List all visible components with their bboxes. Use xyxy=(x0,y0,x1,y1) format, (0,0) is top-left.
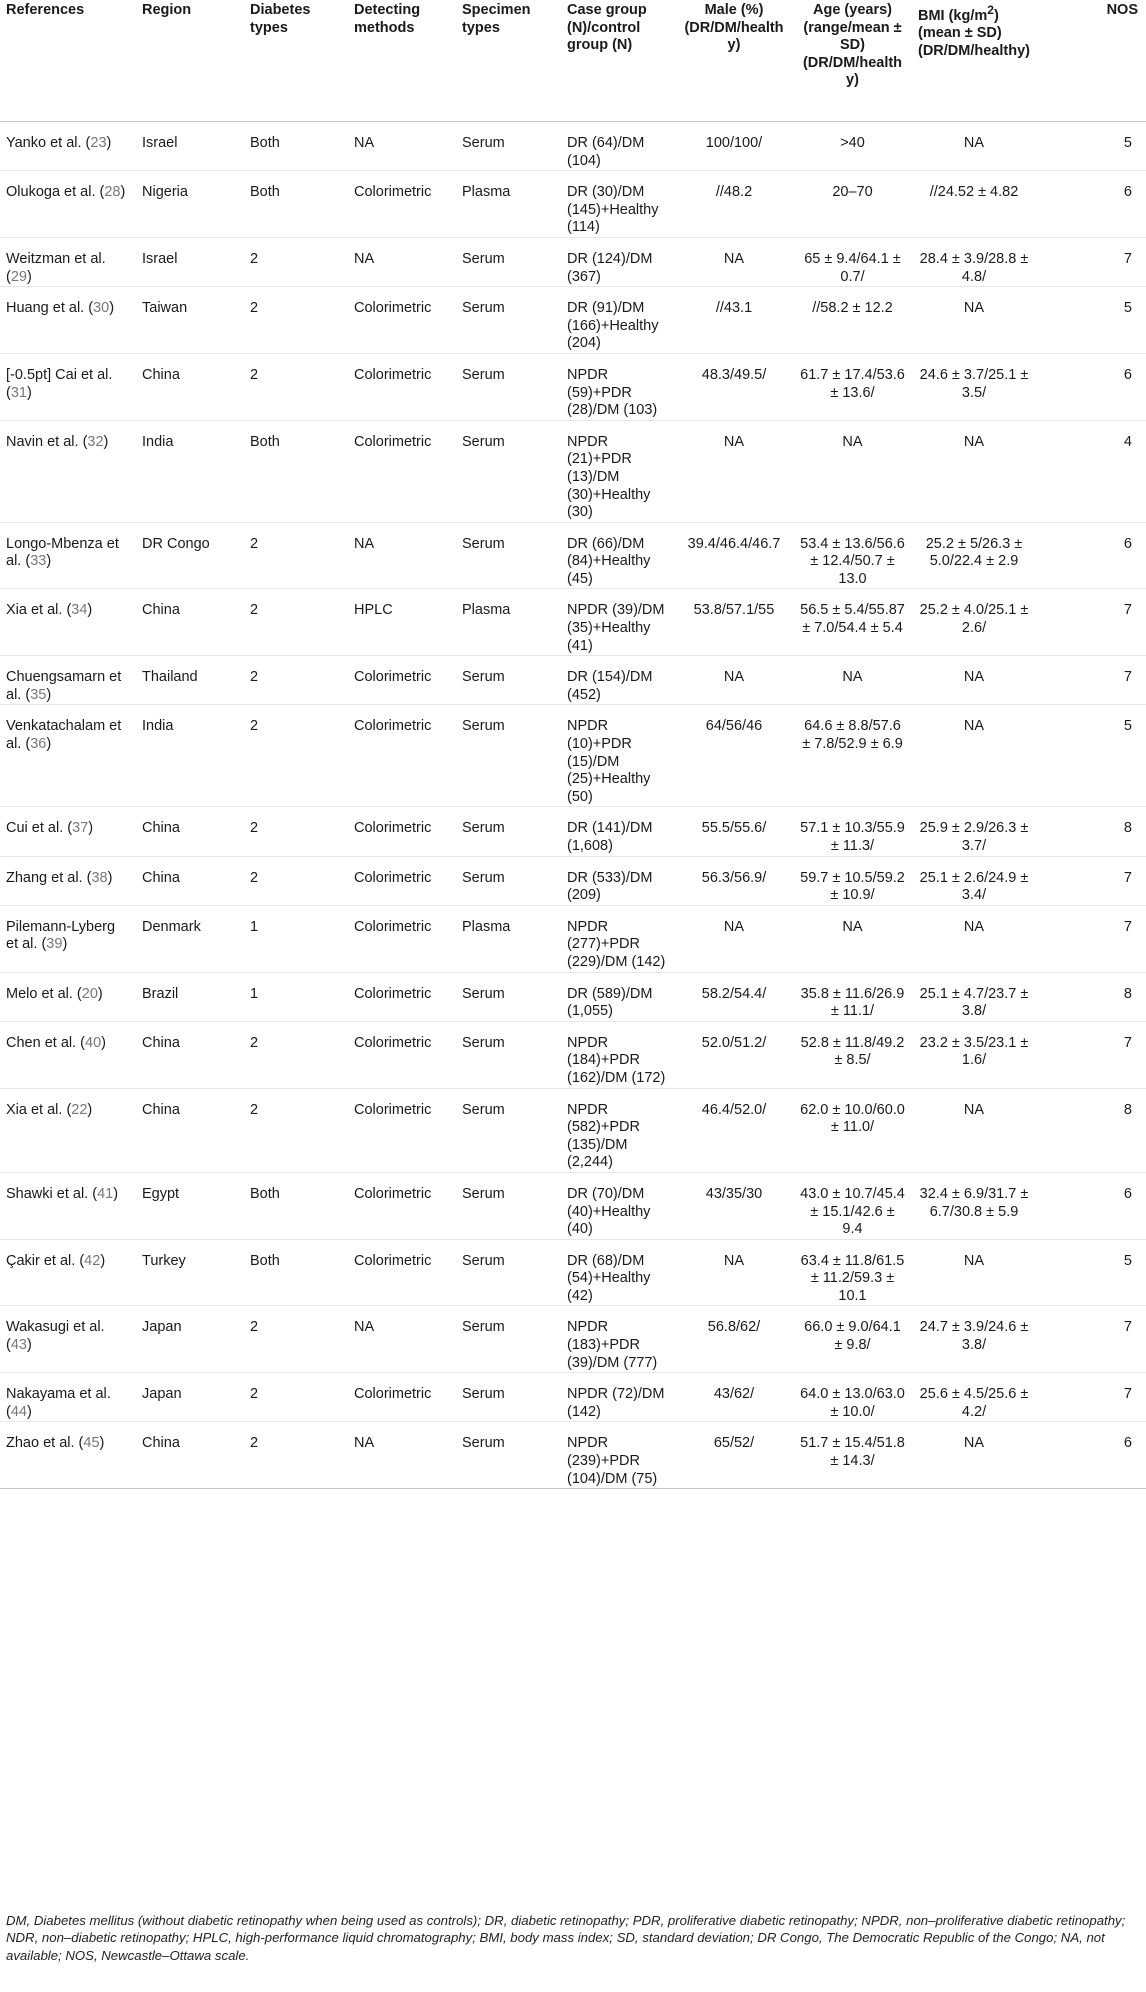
cell-bmi: //24.52 ± 4.82 xyxy=(912,171,1036,238)
reference-author: Melo et al. xyxy=(6,985,73,1002)
cell-diabetes-type: 2 xyxy=(244,522,348,589)
cell-male-percent: //48.2 xyxy=(675,171,793,238)
reference-number-link[interactable]: 44 xyxy=(10,1403,27,1420)
cell-bmi: 32.4 ± 6.9/31.7 ± 6.7/30.8 ± 5.9 xyxy=(912,1172,1036,1239)
table-row xyxy=(0,1172,1146,1239)
table-row xyxy=(0,1306,1146,1373)
cell-detecting-method: Colorimetric xyxy=(348,353,456,420)
reference-author: Wakasugi et al. xyxy=(6,1319,105,1336)
cell-region: Taiwan xyxy=(136,287,244,354)
table-row xyxy=(0,1021,1146,1088)
reference-number-link[interactable]: 41 xyxy=(97,1185,114,1202)
cell-diabetes-type: 2 xyxy=(244,705,348,807)
reference-author: Pilemann-Lyberg et al. xyxy=(6,918,116,953)
header-case-group: Case group (N)/control group (N) xyxy=(561,0,675,122)
cell-diabetes-type: Both xyxy=(244,122,348,171)
cell-case-group: DR (68)/DM (54)+Healthy (42) xyxy=(561,1239,675,1306)
cell-diabetes-type: 2 xyxy=(244,1088,348,1172)
table-row xyxy=(0,1088,1146,1172)
cell-male-percent: //43.1 xyxy=(675,287,793,354)
reference-author: Xia et al. xyxy=(6,602,63,619)
cell-region: Nigeria xyxy=(136,171,244,238)
reference-number-link[interactable]: 42 xyxy=(84,1252,101,1269)
cell-age: 65 ± 9.4/64.1 ± 0.7/ xyxy=(793,237,912,286)
cell-male-percent: 100/100/ xyxy=(675,122,793,171)
cell-detecting-method: Colorimetric xyxy=(348,1373,456,1422)
table-row xyxy=(0,1239,1146,1306)
cell-age: //58.2 ± 12.2 xyxy=(793,287,912,354)
cell-bmi: 28.4 ± 3.9/28.8 ± 4.8/ xyxy=(912,237,1036,286)
cell-bmi: NA xyxy=(912,905,1036,972)
cell-case-group: NPDR (184)+PDR (162)/DM (172) xyxy=(561,1021,675,1088)
cell-age: 43.0 ± 10.7/45.4 ± 15.1/42.6 ± 9.4 xyxy=(793,1172,912,1239)
cell-detecting-method: Colorimetric xyxy=(348,807,456,856)
reference-author: Nakayama et al. xyxy=(6,1386,111,1403)
cell-case-group: DR (124)/DM (367) xyxy=(561,237,675,286)
reference-number-link[interactable]: 34 xyxy=(71,602,88,619)
cell-reference: [-0.5pt] Cai et al. (31) xyxy=(0,353,136,420)
cell-age: 57.1 ± 10.3/55.9 ± 11.3/ xyxy=(793,807,912,856)
reference-number-link[interactable]: 36 xyxy=(30,736,47,753)
cell-region: DR Congo xyxy=(136,522,244,589)
table-row xyxy=(0,656,1146,705)
cell-specimen-type: Serum xyxy=(456,705,561,807)
cell-reference: Navin et al. (32) xyxy=(0,420,136,522)
cell-diabetes-type: 2 xyxy=(244,353,348,420)
cell-specimen-type: Plasma xyxy=(456,589,561,656)
cell-detecting-method: Colorimetric xyxy=(348,171,456,238)
table-row xyxy=(0,856,1146,905)
cell-region: China xyxy=(136,589,244,656)
cell-bmi: 24.7 ± 3.9/24.6 ± 3.8/ xyxy=(912,1306,1036,1373)
cell-specimen-type: Serum xyxy=(456,1239,561,1306)
cell-male-percent: NA xyxy=(675,420,793,522)
cell-male-percent: 56.3/56.9/ xyxy=(675,856,793,905)
cell-detecting-method: Colorimetric xyxy=(348,905,456,972)
table-row xyxy=(0,420,1146,522)
cell-case-group: NPDR (239)+PDR (104)/DM (75) xyxy=(561,1422,675,1489)
cell-region: Japan xyxy=(136,1306,244,1373)
cell-case-group: NPDR (183)+PDR (39)/DM (777) xyxy=(561,1306,675,1373)
cell-age: 52.8 ± 11.8/49.2 ± 8.5/ xyxy=(793,1021,912,1088)
cell-reference: Huang et al. (30) xyxy=(0,287,136,354)
cell-age: 56.5 ± 5.4/55.87 ± 7.0/54.4 ± 5.4 xyxy=(793,589,912,656)
cell-nos: 6 xyxy=(1036,353,1146,420)
cell-case-group: NPDR (39)/DM (35)+Healthy (41) xyxy=(561,589,675,656)
cell-detecting-method: Colorimetric xyxy=(348,656,456,705)
cell-specimen-type: Serum xyxy=(456,1306,561,1373)
cell-nos: 7 xyxy=(1036,589,1146,656)
reference-number-link[interactable]: 31 xyxy=(10,384,27,401)
cell-case-group: DR (154)/DM (452) xyxy=(561,656,675,705)
cell-diabetes-type: 2 xyxy=(244,656,348,705)
cell-age: NA xyxy=(793,905,912,972)
cell-case-group: DR (589)/DM (1,055) xyxy=(561,972,675,1021)
cell-diabetes-type: 2 xyxy=(244,807,348,856)
cell-male-percent: 55.5/55.6/ xyxy=(675,807,793,856)
reference-author: Yanko et al. xyxy=(6,135,82,151)
table-header xyxy=(0,0,1146,122)
cell-region: Japan xyxy=(136,1373,244,1422)
cell-detecting-method: Colorimetric xyxy=(348,705,456,807)
reference-author: Huang et al. xyxy=(6,300,85,317)
cell-specimen-type: Serum xyxy=(456,1373,561,1422)
cell-detecting-method: Colorimetric xyxy=(348,420,456,522)
cell-detecting-method: Colorimetric xyxy=(348,1172,456,1239)
header-row xyxy=(0,0,1146,122)
reference-number-link[interactable]: 39 xyxy=(46,936,63,953)
cell-reference: Xia et al. (22) xyxy=(0,1088,136,1172)
reference-number-link[interactable]: 35 xyxy=(30,686,47,703)
reference-number-link[interactable]: 30 xyxy=(93,300,110,317)
reference-number-link[interactable]: 33 xyxy=(30,553,47,570)
reference-author: Chen et al. xyxy=(6,1034,77,1051)
reference-author: Navin et al. xyxy=(6,433,79,450)
cell-detecting-method: NA xyxy=(348,1422,456,1489)
cell-male-percent: 52.0/51.2/ xyxy=(675,1021,793,1088)
reference-number-link[interactable]: 28 xyxy=(104,184,121,201)
cell-region: China xyxy=(136,1021,244,1088)
cell-bmi: NA xyxy=(912,1088,1036,1172)
cell-reference: Çakir et al. (42) xyxy=(0,1239,136,1306)
cell-region: Israel xyxy=(136,237,244,286)
cell-diabetes-type: 2 xyxy=(244,856,348,905)
cell-diabetes-type: 2 xyxy=(244,237,348,286)
cell-case-group: DR (91)/DM (166)+Healthy (204) xyxy=(561,287,675,354)
cell-reference: Olukoga et al. (28) xyxy=(0,171,136,238)
header-bmi-rest: ) (mean ± SD) (DR/DM/healthy) xyxy=(918,7,1030,60)
header-region: Region xyxy=(136,0,244,122)
header-bmi-superscript: 2 xyxy=(987,3,994,17)
table-row xyxy=(0,905,1146,972)
cell-nos: 7 xyxy=(1036,656,1146,705)
reference-author: Zhao et al. xyxy=(6,1435,75,1452)
cell-male-percent: NA xyxy=(675,656,793,705)
reference-author: Venkatachalam et al. xyxy=(6,718,122,753)
table-row xyxy=(0,237,1146,286)
cell-specimen-type: Serum xyxy=(456,287,561,354)
cell-region: India xyxy=(136,420,244,522)
reference-number-link[interactable]: 23 xyxy=(90,135,107,151)
cell-nos: 7 xyxy=(1036,905,1146,972)
cell-bmi: NA xyxy=(912,1239,1036,1306)
reference-author: Olukoga et al. xyxy=(6,184,96,201)
header-bmi-unit: BMI (kg/m xyxy=(918,7,988,24)
reference-author: Zhang et al. xyxy=(6,869,83,886)
cell-specimen-type: Serum xyxy=(456,1088,561,1172)
cell-nos: 7 xyxy=(1036,856,1146,905)
table-row xyxy=(0,353,1146,420)
cell-detecting-method: Colorimetric xyxy=(348,287,456,354)
cell-age: NA xyxy=(793,420,912,522)
cell-reference: Yanko et al. (23) xyxy=(0,122,136,171)
cell-region: Israel xyxy=(136,122,244,171)
cell-diabetes-type: 2 xyxy=(244,1306,348,1373)
cell-reference: Wakasugi et al. (43) xyxy=(0,1306,136,1373)
header-detecting-methods: Detecting methods xyxy=(348,0,456,122)
cell-nos: 7 xyxy=(1036,1306,1146,1373)
cell-detecting-method: Colorimetric xyxy=(348,1021,456,1088)
header-male: Male (%) (DR/DM/healthy) xyxy=(675,0,793,122)
reference-author: Weitzman et al. xyxy=(6,250,106,267)
reference-number-link[interactable]: 37 xyxy=(72,820,89,837)
cell-specimen-type: Serum xyxy=(456,807,561,856)
cell-region: Brazil xyxy=(136,972,244,1021)
cell-case-group: DR (30)/DM (145)+Healthy (114) xyxy=(561,171,675,238)
reference-number-link[interactable]: 22 xyxy=(71,1101,88,1118)
reference-author: [-0.5pt] Cai et al. xyxy=(6,366,113,383)
cell-reference: Zhang et al. (38) xyxy=(0,856,136,905)
cell-nos: 4 xyxy=(1036,420,1146,522)
cell-diabetes-type: 2 xyxy=(244,1373,348,1422)
cell-nos: 8 xyxy=(1036,1088,1146,1172)
cell-nos: 5 xyxy=(1036,287,1146,354)
reference-author: Longo-Mbenza et al. xyxy=(6,535,119,570)
reference-number-link[interactable]: 32 xyxy=(87,433,104,450)
cell-nos: 6 xyxy=(1036,1422,1146,1489)
cell-diabetes-type: 2 xyxy=(244,1021,348,1088)
cell-case-group: NPDR (582)+PDR (135)/DM (2,244) xyxy=(561,1088,675,1172)
cell-male-percent: 43/35/30 xyxy=(675,1172,793,1239)
cell-detecting-method: Colorimetric xyxy=(348,1239,456,1306)
cell-specimen-type: Plasma xyxy=(456,171,561,238)
cell-age: 64.0 ± 13.0/63.0 ± 10.0/ xyxy=(793,1373,912,1422)
cell-diabetes-type: 1 xyxy=(244,972,348,1021)
cell-bmi: 23.2 ± 3.5/23.1 ± 1.6/ xyxy=(912,1021,1036,1088)
reference-author: Chuengsamarn et al. xyxy=(6,669,122,703)
cell-male-percent: 48.3/49.5/ xyxy=(675,353,793,420)
cell-region: China xyxy=(136,807,244,856)
cell-reference: Venkatachalam et al. (36) xyxy=(0,705,136,807)
cell-age: 35.8 ± 11.6/26.9 ± 11.1/ xyxy=(793,972,912,1021)
cell-reference: Longo-Mbenza et al. (33) xyxy=(0,522,136,589)
cell-diabetes-type: Both xyxy=(244,420,348,522)
cell-male-percent: NA xyxy=(675,1239,793,1306)
cell-specimen-type: Serum xyxy=(456,122,561,171)
cell-specimen-type: Serum xyxy=(456,856,561,905)
cell-bmi: NA xyxy=(912,420,1036,522)
table-footnote: DM, Diabetes mellitus (without diabetic retinopathy when being used as controls); DR, diabetic retinopathy; PDR, proliferative diabetic retinopathy; NPDR, non–proliferative diabetic retinopathy; NDR, non–diabetic retinopathy; HPLC, high-performance liquid chromatography; BMI, body mass index; SD, standard deviation; DR Congo, The Democratic Republic of the Congo; NA, not available; NOS, Newcastle–Ottawa scale. xyxy=(6,1913,1126,1963)
cell-region: Turkey xyxy=(136,1239,244,1306)
table-row xyxy=(0,171,1146,238)
cell-diabetes-type: Both xyxy=(244,1239,348,1306)
cell-age: 53.4 ± 13.6/56.6 ± 12.4/50.7 ± 13.0 xyxy=(793,522,912,589)
cell-case-group: DR (141)/DM (1,608) xyxy=(561,807,675,856)
cell-case-group: NPDR (72)/DM (142) xyxy=(561,1373,675,1422)
table-row xyxy=(0,705,1146,807)
reference-number-link[interactable]: 20 xyxy=(81,985,98,1002)
cell-bmi: NA xyxy=(912,705,1036,807)
table-body xyxy=(0,122,1146,1489)
cell-nos: 7 xyxy=(1036,1021,1146,1088)
cell-male-percent: 58.2/54.4/ xyxy=(675,972,793,1021)
cell-bmi: 25.1 ± 2.6/24.9 ± 3.4/ xyxy=(912,856,1036,905)
cell-bmi: 24.6 ± 3.7/25.1 ± 3.5/ xyxy=(912,353,1036,420)
header-specimen-types: Specimen types xyxy=(456,0,561,122)
cell-reference: Weitzman et al. (29) xyxy=(0,237,136,286)
header-nos: NOS xyxy=(1036,0,1146,122)
cell-case-group: DR (64)/DM (104) xyxy=(561,122,675,171)
reference-author: Cui et al. xyxy=(6,820,64,837)
cell-male-percent: 65/52/ xyxy=(675,1422,793,1489)
reference-number-link[interactable]: 29 xyxy=(10,268,27,285)
header-bmi xyxy=(912,0,1036,122)
cell-specimen-type: Plasma xyxy=(456,905,561,972)
cell-age: 51.7 ± 15.4/51.8 ± 14.3/ xyxy=(793,1422,912,1489)
cell-nos: 5 xyxy=(1036,1239,1146,1306)
cell-bmi: NA xyxy=(912,122,1036,171)
cell-age: >40 xyxy=(793,122,912,171)
cell-age: 59.7 ± 10.5/59.2 ± 10.9/ xyxy=(793,856,912,905)
cell-male-percent: 53.8/57.1/55 xyxy=(675,589,793,656)
cell-reference: Pilemann-Lyberg et al. (39) xyxy=(0,905,136,972)
cell-reference: Xia et al. (34) xyxy=(0,589,136,656)
cell-male-percent: 39.4/46.4/46.7 xyxy=(675,522,793,589)
cell-age: 20–70 xyxy=(793,171,912,238)
cell-male-percent: 46.4/52.0/ xyxy=(675,1088,793,1172)
cell-nos: 5 xyxy=(1036,122,1146,171)
cell-region: Egypt xyxy=(136,1172,244,1239)
reference-author: Çakir et al. xyxy=(6,1252,76,1269)
cell-age: 66.0 ± 9.0/64.1 ± 9.8/ xyxy=(793,1306,912,1373)
cell-age: 63.4 ± 11.8/61.5 ± 11.2/59.3 ± 10.1 xyxy=(793,1239,912,1306)
cell-region: Denmark xyxy=(136,905,244,972)
cell-detecting-method: HPLC xyxy=(348,589,456,656)
cell-specimen-type: Serum xyxy=(456,1021,561,1088)
cell-age: 62.0 ± 10.0/60.0 ± 11.0/ xyxy=(793,1088,912,1172)
cell-diabetes-type: 2 xyxy=(244,1422,348,1489)
cell-region: China xyxy=(136,856,244,905)
cell-nos: 6 xyxy=(1036,1172,1146,1239)
cell-detecting-method: NA xyxy=(348,522,456,589)
table-row xyxy=(0,122,1146,171)
cell-case-group: DR (533)/DM (209) xyxy=(561,856,675,905)
cell-detecting-method: Colorimetric xyxy=(348,972,456,1021)
table-row xyxy=(0,1373,1146,1422)
cell-detecting-method: NA xyxy=(348,237,456,286)
cell-specimen-type: Serum xyxy=(456,972,561,1021)
header-references: References xyxy=(0,0,136,122)
cell-nos: 7 xyxy=(1036,237,1146,286)
cell-region: China xyxy=(136,353,244,420)
cell-reference: Shawki et al. (41) xyxy=(0,1172,136,1239)
cell-nos: 7 xyxy=(1036,1373,1146,1422)
cell-specimen-type: Serum xyxy=(456,656,561,705)
cell-case-group: NPDR (10)+PDR (15)/DM (25)+Healthy (50) xyxy=(561,705,675,807)
cell-diabetes-type: Both xyxy=(244,171,348,238)
cell-bmi: NA xyxy=(912,656,1036,705)
cell-bmi: NA xyxy=(912,287,1036,354)
cell-male-percent: NA xyxy=(675,905,793,972)
cell-reference: Melo et al. (20) xyxy=(0,972,136,1021)
cell-specimen-type: Serum xyxy=(456,420,561,522)
cell-region: Thailand xyxy=(136,656,244,705)
cell-bmi: 25.1 ± 4.7/23.7 ± 3.8/ xyxy=(912,972,1036,1021)
cell-specimen-type: Serum xyxy=(456,353,561,420)
header-diabetes-types: Diabetes types xyxy=(244,0,348,122)
cell-case-group: NPDR (59)+PDR (28)/DM (103) xyxy=(561,353,675,420)
table-row xyxy=(0,972,1146,1021)
cell-reference: Chuengsamarn et al. (35) xyxy=(0,656,136,705)
cell-bmi: NA xyxy=(912,1422,1036,1489)
cell-case-group: DR (70)/DM (40)+Healthy (40) xyxy=(561,1172,675,1239)
reference-number-link[interactable]: 40 xyxy=(85,1034,102,1051)
header-age: Age (years) (range/mean ± SD) (DR/DM/healthy) xyxy=(793,0,912,122)
cell-bmi: 25.6 ± 4.5/25.6 ± 4.2/ xyxy=(912,1373,1036,1422)
cell-nos: 5 xyxy=(1036,705,1146,807)
cell-nos: 8 xyxy=(1036,807,1146,856)
cell-reference: Cui et al. (37) xyxy=(0,807,136,856)
cell-age: 64.6 ± 8.8/57.6 ± 7.8/52.9 ± 6.9 xyxy=(793,705,912,807)
cell-diabetes-type: 2 xyxy=(244,589,348,656)
cell-specimen-type: Serum xyxy=(456,1172,561,1239)
cell-detecting-method: NA xyxy=(348,122,456,171)
cell-case-group: DR (66)/DM (84)+Healthy (45) xyxy=(561,522,675,589)
table-row xyxy=(0,807,1146,856)
cell-diabetes-type: Both xyxy=(244,1172,348,1239)
cell-nos: 6 xyxy=(1036,171,1146,238)
cell-bmi: 25.9 ± 2.9/26.3 ± 3.7/ xyxy=(912,807,1036,856)
cell-nos: 6 xyxy=(1036,522,1146,589)
reference-author: Shawki et al. xyxy=(6,1185,89,1202)
cell-male-percent: 64/56/46 xyxy=(675,705,793,807)
cell-male-percent: 43/62/ xyxy=(675,1373,793,1422)
table-row xyxy=(0,1422,1146,1489)
cell-bmi: 25.2 ± 4.0/25.1 ± 2.6/ xyxy=(912,589,1036,656)
cell-specimen-type: Serum xyxy=(456,522,561,589)
cell-region: China xyxy=(136,1422,244,1489)
reference-author: Xia et al. xyxy=(6,1101,63,1118)
cell-nos: 8 xyxy=(1036,972,1146,1021)
table-row xyxy=(0,522,1146,589)
cell-detecting-method: Colorimetric xyxy=(348,856,456,905)
reference-number-link[interactable]: 43 xyxy=(10,1337,27,1354)
cell-bmi: 25.2 ± 5/26.3 ± 5.0/22.4 ± 2.9 xyxy=(912,522,1036,589)
reference-number-link[interactable]: 38 xyxy=(91,869,108,886)
cell-case-group: NPDR (21)+PDR (13)/DM (30)+Healthy (30) xyxy=(561,420,675,522)
table-row xyxy=(0,589,1146,656)
cell-age: NA xyxy=(793,656,912,705)
cell-male-percent: NA xyxy=(675,237,793,286)
cell-diabetes-type: 1 xyxy=(244,905,348,972)
cell-detecting-method: Colorimetric xyxy=(348,1088,456,1172)
cell-detecting-method: NA xyxy=(348,1306,456,1373)
cell-male-percent: 56.8/62/ xyxy=(675,1306,793,1373)
cell-specimen-type: Serum xyxy=(456,1422,561,1489)
cell-region: India xyxy=(136,705,244,807)
cell-reference: Chen et al. (40) xyxy=(0,1021,136,1088)
cell-region: China xyxy=(136,1088,244,1172)
cell-diabetes-type: 2 xyxy=(244,287,348,354)
cell-case-group: NPDR (277)+PDR (229)/DM (142) xyxy=(561,905,675,972)
reference-number-link[interactable]: 45 xyxy=(83,1435,100,1452)
cell-reference: Zhao et al. (45) xyxy=(0,1422,136,1489)
cell-age: 61.7 ± 17.4/53.6 ± 13.6/ xyxy=(793,353,912,420)
cell-specimen-type: Serum xyxy=(456,237,561,286)
cell-reference: Nakayama et al. (44) xyxy=(0,1373,136,1422)
table-row xyxy=(0,287,1146,354)
